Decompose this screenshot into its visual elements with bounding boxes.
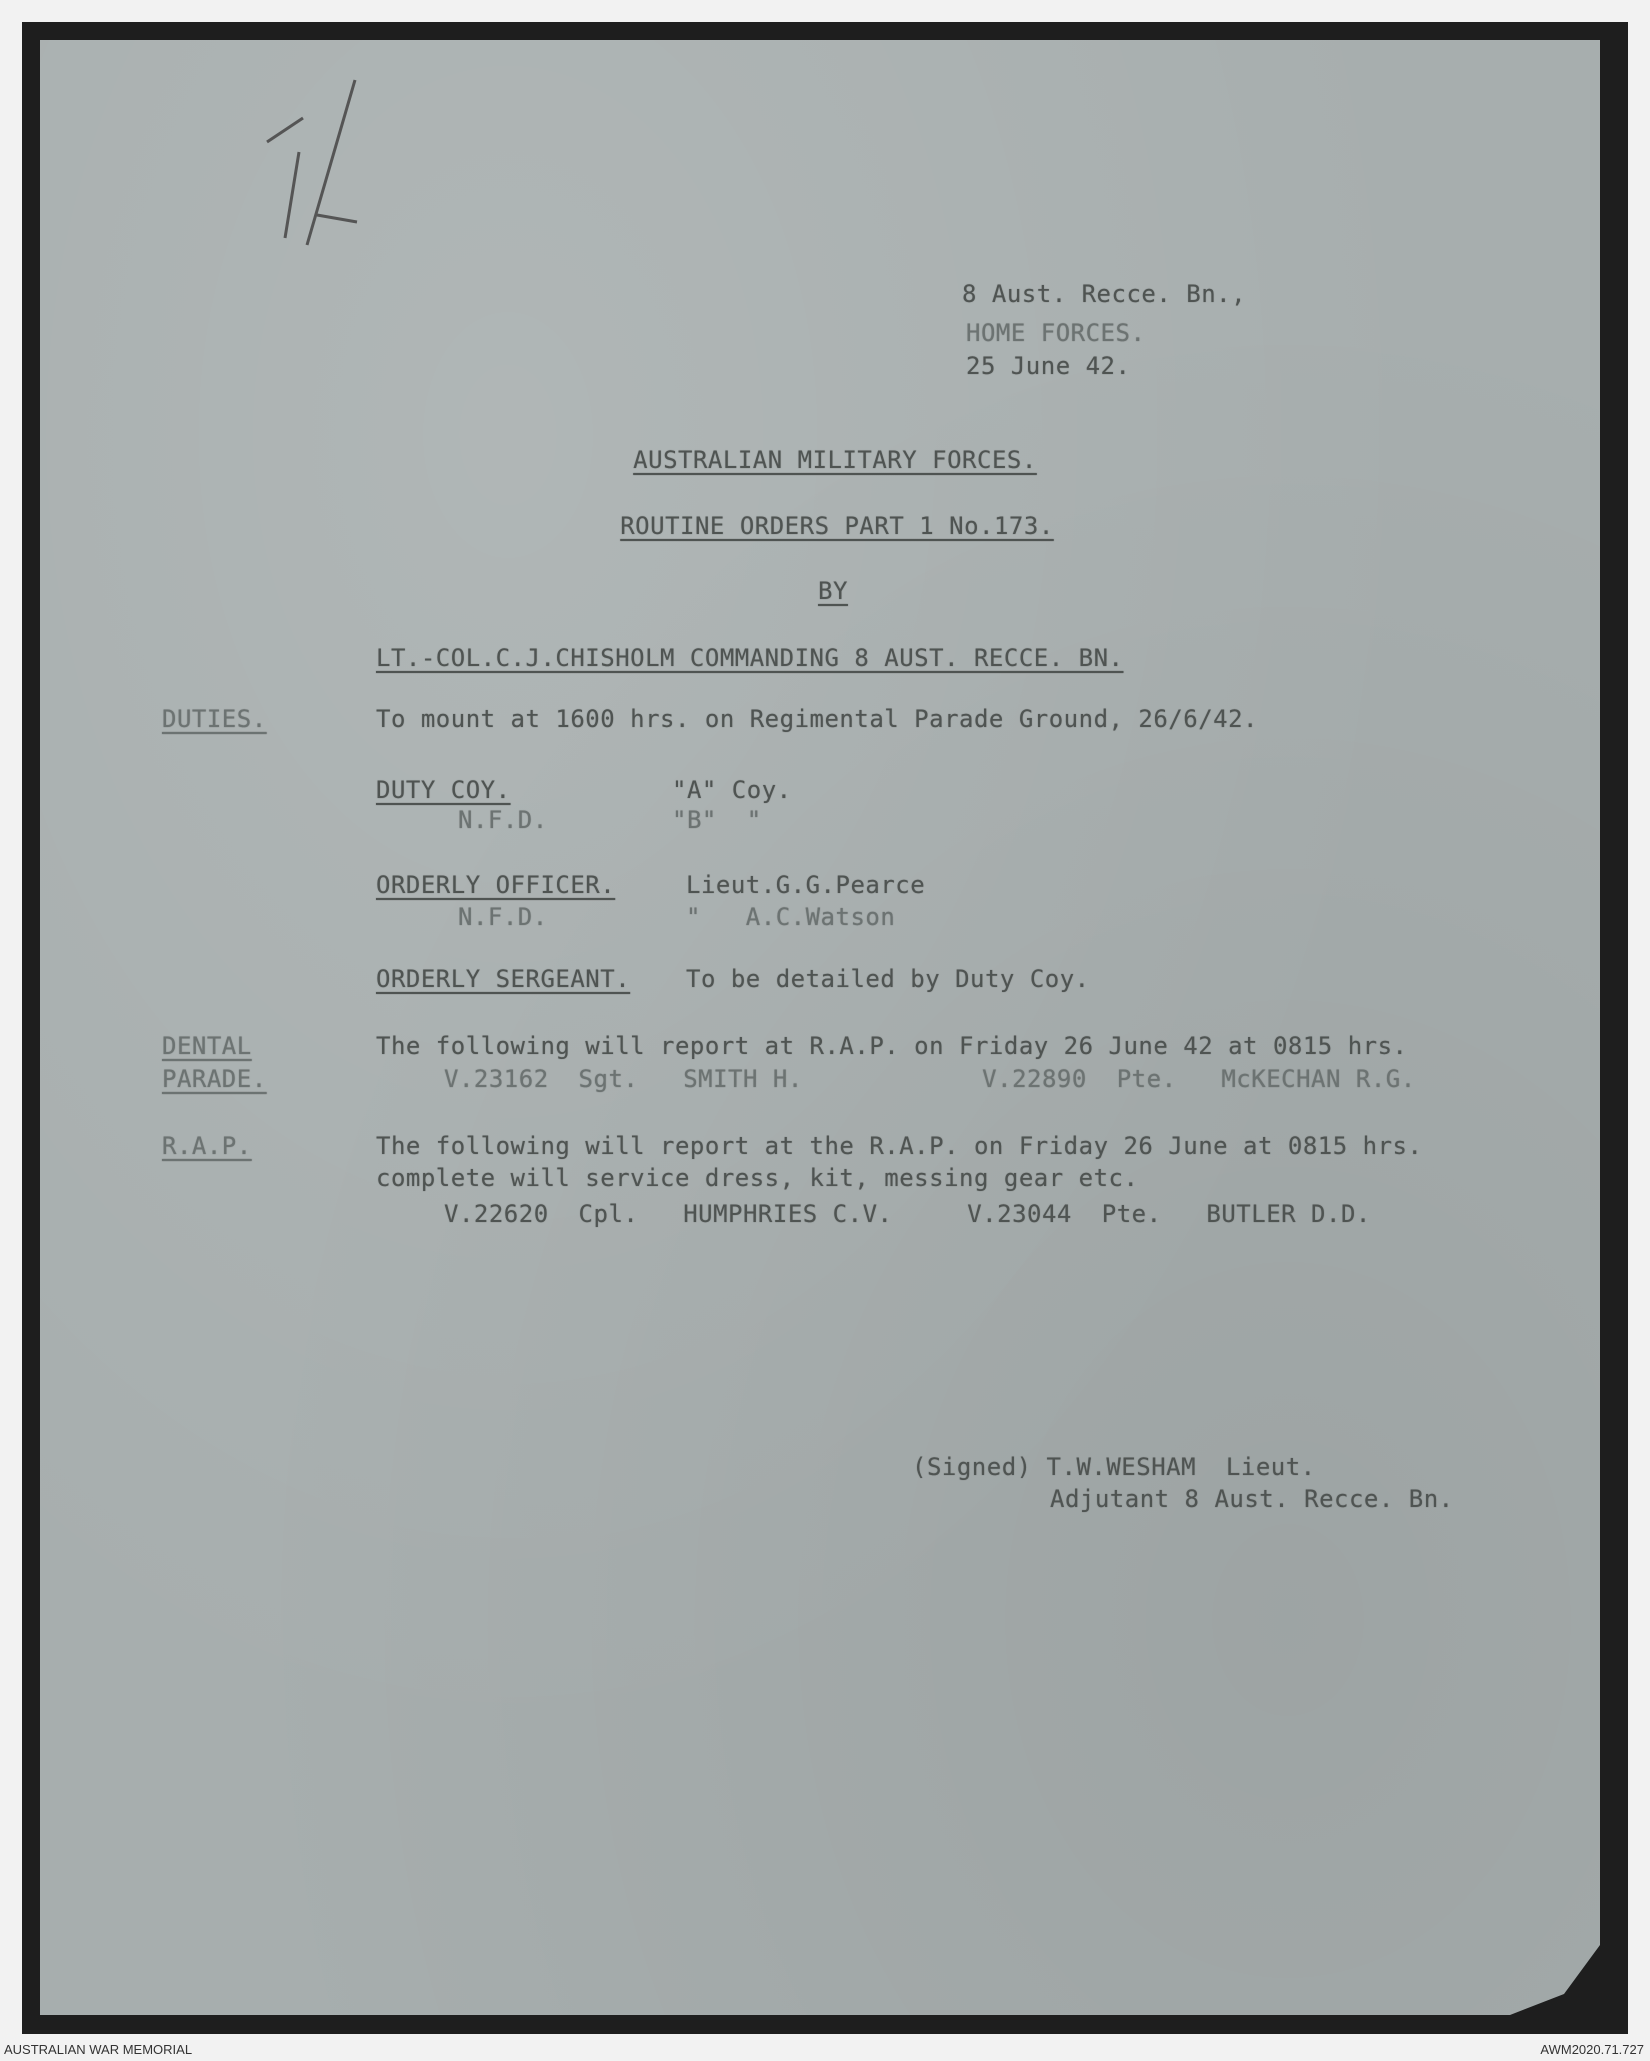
orderly-sergeant-label: ORDERLY SERGEANT. [376,965,631,993]
pencil-annotation [255,70,385,250]
dental-heading-2: PARADE. [162,1065,267,1093]
duties-heading: DUTIES. [162,705,267,733]
orderly-officer-label: ORDERLY OFFICER. [376,871,616,899]
nfd-value-1: "B" " [672,806,762,834]
footer-accession-number: AWM2020.71.727 [1540,2042,1644,2057]
dental-heading-1: DENTAL [162,1032,252,1060]
nfd-value-2: " A.C.Watson [686,903,896,931]
unit-name: 8 Aust. Recce. Bn., [962,280,1247,308]
nfd-label-1: N.F.D. [458,806,548,834]
document-page [40,40,1600,2015]
nfd-label-2: N.F.D. [458,903,548,931]
footer-institution: AUSTRALIAN WAR MEMORIAL [4,2042,193,2057]
title-routine-orders: ROUTINE ORDERS PART 1 No.173. [620,512,1054,540]
orderly-officer-value: Lieut.G.G.Pearce [686,871,926,899]
rap-heading: R.A.P. [162,1132,252,1160]
orderly-sergeant-value: To be detailed by Duty Coy. [686,965,1090,993]
rap-text-1: The following will report at the R.A.P. on Friday 26 June at 0815 hrs. [376,1132,1423,1160]
title-forces: AUSTRALIAN MILITARY FORCES. [633,446,1037,474]
signature-line: (Signed) T.W.WESHAM Lieut. [912,1453,1316,1481]
torn-corner [1510,1945,1600,2015]
dental-entries: V.23162 Sgt. SMITH H. V.22890 Pte. McKECHAN R.G. [444,1065,1416,1093]
title-commanding-officer: LT.-COL.C.J.CHISHOLM COMMANDING 8 AUST. RECCE. BN. [376,644,1124,672]
rap-text-2: complete will service dress, kit, messing gear etc. [376,1164,1139,1192]
dental-text: The following will report at R.A.P. on Friday 26 June 42 at 0815 hrs. [376,1032,1408,1060]
adjutant-line: Adjutant 8 Aust. Recce. Bn. [1050,1485,1454,1513]
rap-entries: V.22620 Cpl. HUMPHRIES C.V. V.23044 Pte. BUTLER D.D. [444,1200,1371,1228]
duty-coy-label: DUTY COY. [376,776,511,804]
duties-text: To mount at 1600 hrs. on Regimental Parade Ground, 26/6/42. [376,705,1259,733]
command-name: HOME FORCES. [966,319,1146,347]
duty-coy-value: "A" Coy. [672,776,792,804]
document-date: 25 June 42. [966,352,1131,380]
title-by: BY [818,577,848,605]
